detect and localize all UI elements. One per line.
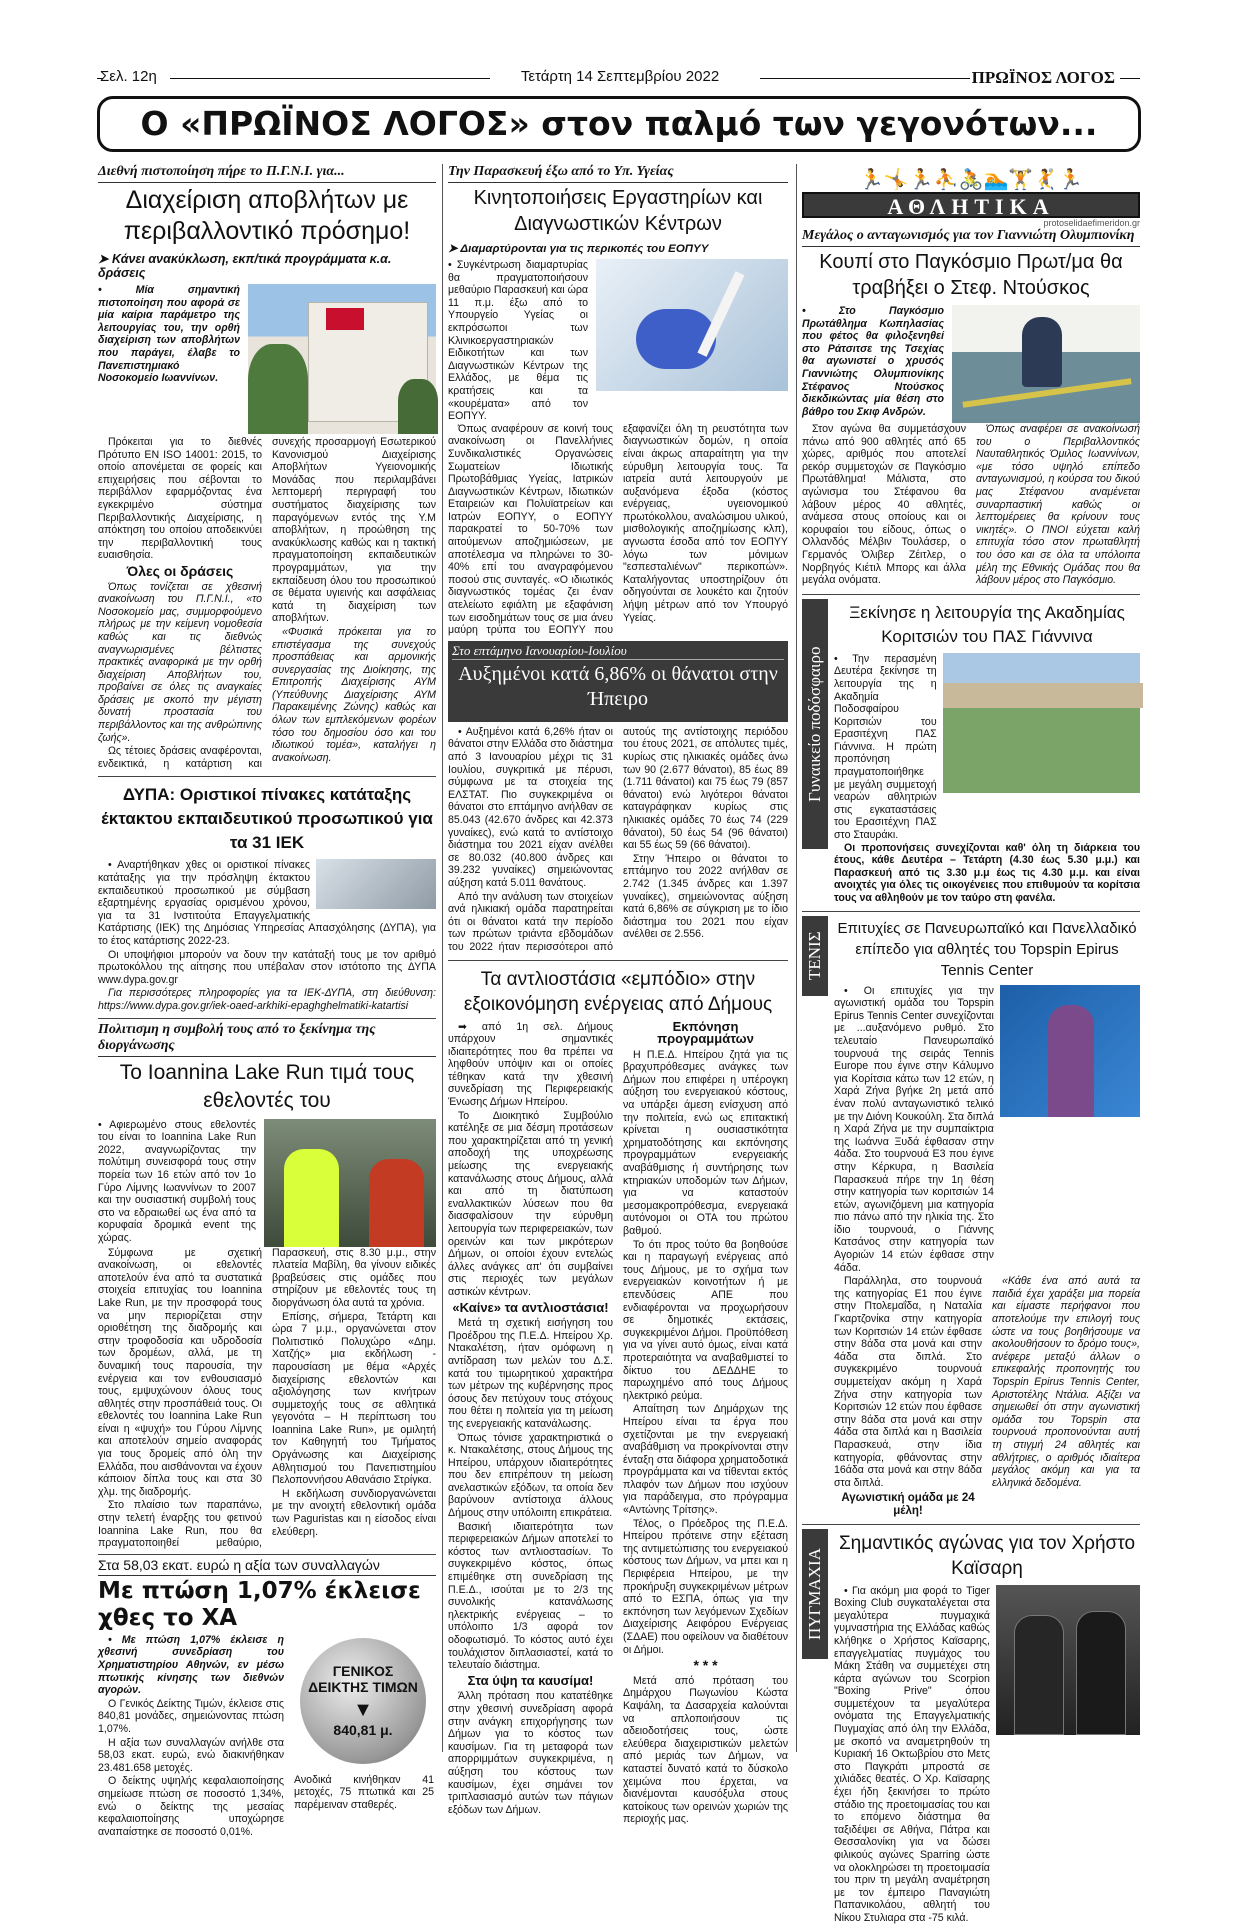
article-stock-exchange bbox=[98, 1554, 436, 1839]
article-body: Όπως αναφέρουν σε κοινή τους ανακοίνωση οι Πανελλήνιες Συνδικαλιστικές Οργανώσεις Σωματείων Ιδιωτικής Πρωτοβάθμιας Υγείας, Ιατρικών Διαγνωστικών Κέντρων, Ιδιωτικών Εταιρειών και Πολυϊατρείων και Ιατρών ΕΟΠΥΥ, ο ΕΟΠΥΥ παρακρατεί το 50-70% των αιτούμενων αποζημιώσεων, με αποτέλεσμα να πληρώνει το 30-40% επί του αναγραφόμενου ποσού στις συνταγές. «Ο ιδιωτικός διαγνωστικός τομέας ζει έναν ατελείωτο εφιάλτη με εξαφάνιση των εισοδημάτων τους σε μια άνευ μαύρη τρύπα του ΕΟΠΥΥ που εξαφανίζει όλη τη ρευστότητα των διαγνωστικών δομών, η οποία είναι άκρως απαραίτητη για την εύρυθμη λειτουργία τους. Τα ιατρεία αυτά λειτουργούν με αυξανόμενα έξοδα (κόστος ενέργειας, υγειονομικού πρωτόκολλου, αναλώσιμου υλικού, μισθολογικής αποζημίωσης κλπ), αγνωστα έσοδα από τον ΕΟΠΥΥ λόγω των μόνιμων "εσπεσταλιένων" περικοπών». Καταλήγοντας υποστηρίζουν ότι οδηγούνται σε λουκέτο και ζητούν λήψη μέτρων από τον Υπουργό Υγείας. bbox=[448, 422, 788, 637]
article-deaths-epirus bbox=[448, 641, 788, 954]
headline: ΔΥΠΑ: Οριστικοί πίνακες κατάταξης έκτακτου εκπαιδευτικού προσωπικού για τα 31 ΙΕΚ bbox=[101, 785, 433, 853]
headline: Επιτυχίες σε Πανευρωπαϊκό και Πανελλαδικό επίπεδο για αθλητές του Topspin Epirus Tennis Center bbox=[837, 919, 1137, 979]
article-body: Οι προπονήσεις συνεχίζονται καθ' όλη τη διάρκεια του έτους, κάθε Δευτέρα – Τετάρτη (4.30 έως 5.30 μ.μ.) και Παρασκευή από τις 3.30 μ.μ έως τις 4.30 μ.μ. και είναι ανοιχτές για όλες τις οικογένειες που επιθυμούν τα κορίτσια τους να αθληθούν με τον ταύρο στη φανέλα. bbox=[834, 841, 1140, 904]
article-body: • Αυξημένοι κατά 6,26% ήταν οι θάνατοι στην Ελλάδα στο διάστημα από 3 Ιανουαρίου μέχρι τις 31 Ιουλίου, συγκριτικά με πέρυσι, σύμφωνα με τα στοιχεία της ΕΛΣΤΑΤ. Πιο συγκεκριμένα οι θάνατοι στο επτάμηνο ανήλθαν σε 85.043 (42.670 άνδρες και 42.373 γυναίκες), ενώ κατά το αντίστοιχο διάστημα του 2021 είχαν ανέλθει σε 80.032 (40.800 άνδρες και 39.232 γυναίκες) σημειώνοντας αύξηση κατά 5.011 θανάτους. Από την ανάλυση των στοιχείων ανά ηλικιακή ομάδα παρατηρείται ότι οι θάνατοι κατά την περίοδο των πρώτων τριάντα εβδομάδων του 2022 ήταν περισσότεροι από αυτούς της αντίστοιχης περιόδου του έτους 2021, σε απόλυτες τιμές, κυρίως στις ηλικιακές ομάδες άνω των 90 (2.677 θάνατοι), 85 έως 89 (1.711 θάνατοι) και 75 έως 79 (857 θάνατοι) ενώ λιγότεροι θάνατοι καταγράφηκαν κυρίως στις ηλικιακές ομάδες 70 έως 74 (229 θάνατοι), 50 έως 54 (96 θάνατοι) και 55 έως 59 (66 θάνατοι). Στην Ήπειρο οι θάνατοι το επτάμηνο του 2022 ανήλθαν σε 2.742 (1.345 άνδρες και 1.397 γυναίκες), σημειώνοντας αύξηση κατά 6,86% σε σύγκριση με το ίδιο διάστημα του 2021 που είχαν ανέλθει σε 2.556. bbox=[448, 725, 788, 953]
header-rule bbox=[760, 78, 970, 79]
athletes-silhouettes-icon: 🏃🤸🏃⛹🚴🏊🏋🤾🏃 bbox=[858, 169, 1084, 191]
headline: Σημαντικός αγώνας για τον Χρήστο Καϊσαρη bbox=[838, 1532, 1136, 1579]
sports-section-banner: ΑΘΛΗΤΙΚΑ bbox=[802, 192, 1140, 218]
headline: Αυξημένοι κατά 6,86% οι θάνατοι στην Ήπειρο bbox=[458, 662, 778, 710]
column-right bbox=[802, 164, 1140, 1924]
lead-paragraph: • Μία σημαντική πιστοποίηση που αφορά σε μία καίρια παράμετρο της λειτουργίας του, την ορθή διαχείριση των αποβλήτων που παράγει, έλαβε το Πανεπιστημιακό Νοσοκομείο Ιωαννίνων. bbox=[98, 284, 240, 385]
lab-photo bbox=[596, 259, 788, 391]
subheadline: ➤ Διαμαρτύρονται για τις περικοπές του ΕΟΠΥΥ bbox=[448, 243, 709, 255]
headline: Τα αντλιοστάσια «εμπόδιο» στην εξοικονόμηση ενέργειας από Δήμους bbox=[463, 968, 773, 1015]
subheadline: ➤ Κάνει ανακύκλωση, εκπ/τικά προγράμματα κ.α. δράσεις bbox=[98, 252, 392, 280]
newspaper-name: ΠΡΩΪΝΟΣ ΛΟΓΟΣ bbox=[971, 68, 1115, 87]
kicker: Μεγάλος ο ανταγωνισμός για τον Γιαννιώτη Ολυμπιονίκη bbox=[802, 228, 1140, 247]
kicker: Στα 58,03 εκατ. ευρώ η αξία των συναλλαγών bbox=[98, 1557, 436, 1576]
lead-paragraph: • Την περασμένη Δευτέρα ξεκίνησε τη λειτουργία της η Ακαδημία Ποδοσφαίρου Κοριτσιών του Ερασιτέχνη ΠΑΣ Γιάννινα. Η πρώτη προπόνηση πραγματοποιήθηκε με μεγάλη συμμετοχή νεαρών αθλητριών στις εγκαταστάσεις του Ερασιτέχνη ΠΑΣ στο Σταυράκι. bbox=[834, 652, 937, 842]
article-rowing bbox=[802, 228, 1140, 588]
article-body: Σύμφωνα με σχετική ανακοίνωση, οι εθελοντές αποτελούν ένα από τα συστατικά στοιχεία επιτυχίας του Ioannina Lake Run, με την προσφορά τους να μην περιορίζεται στην οριοθέτηση της διαδρομής και στην τροφοδοσία και υδροδοσία των δρομέων, αλλά, με τη δυναμική τους παρουσία, την ενέργεια και τον ενθουσιασμό τους, εμψυχώνουν όλους τους αθλητές στην προσπάθειά τους. Οι εθελοντές του Ioannina Lake Run είναι η «ψυχή» του Γύρου Λίμνης και αποτελούν σημείο αναφοράς για τους δρομείς από όλη την Ελλάδα, που αισθάνονται να έχουν κάποιον δίπλα τους και στα 30 χλμ. της διαδρομής. Στο πλαίσιο των παραπάνω, στην τελετή έναρξης του φετινού Ioannina Lake Run, που θα πραγματοποιηθεί μεθαύριο, Παρασκευή, στις 8.30 μ.μ., στην πλατεία Μαβίλη, θα γίνουν ειδικές βραβεύσεις στις ομάδες που στηρίζουν με εθελοντές τους τη διοργάνωση όλα αυτά τα χρόνια. Επίσης, σήμερα, Τετάρτη και ώρα 7 μ.μ., οργανώνεται στον Πολιτιστικό Πολυχώρο «Δημ. Χατζής» μια εκδήλωση - παρουσίαση με θέμα «Αρχές διαχείρισης εθελοντών και αξιολόγησης των κινήτρων συμμετοχής τους σε αθλητικά γεγονότα – Η περίπτωση του Ioannina Lake Run», με ομιλητή τον Καθηγητή του Τμήματος Οργάνωσης και Διαχείρισης Αθλητισμού του Πανεπιστημίου Πελοποννήσου Αθανάσιο Στρίγκα. Η εκδήλωση συνδιοργανώνεται με την ανοιχτή εθελοντική ομάδα των Paguristas και η είσοδος είναι ελεύθερη. bbox=[98, 1246, 436, 1550]
hospital-photo bbox=[248, 284, 436, 434]
headline-box bbox=[448, 641, 788, 722]
rower-photo bbox=[952, 305, 1140, 423]
table-photo bbox=[316, 859, 436, 909]
runners-photo bbox=[264, 1119, 436, 1247]
kicker: Διεθνή πιστοποίηση πήρε το Π.Γ.Ν.Ι. για... bbox=[98, 164, 436, 183]
section-label: Γυναικείο ποδόσφαιρο bbox=[802, 599, 828, 849]
article-body: Πρόκειται για το διεθνές Πρότυπο EN ISO 14001: 2015, το οποίο απονέμεται σε φορείς και επιχειρήσεις που σέβονται το περιβάλλον εφαρμόζοντας ένα εγκεκριμένο σύστημα Περιβαλλοντικής Διαχείρισης, η απόκτηση του οποίου αποδεικνύει την περιβαλλοντική τους ευαισθησία. Όλες οι δράσεις Όπως τονίζεται σε χθεσινή ανακοίνωση του Π.Γ.Ν.Ι., «το Νοσοκομείο μας, συμμορφούμενο πλήρως με την κείμενη νομοθεσία καθώς και τις διεθνώς αναγνωρισμένες βέλτιστες πρακτικές αναφορικά με την ορθή διαχείριση Αποβλήτων του, προβαίνει σε όλες τις αναγκαίες δράσεις με σκοπό την μέγιστη δυνατή προστασία του περιβάλλοντος και της ανθρώπινης ζωής». Ως τέτοιες δράσεις αναφέρονται, ενδεικτικά, η κατάρτιση και συνεχής προσαρμογή Εσωτερικού Κανονισμού Διαχείρισης Αποβλήτων Υγειονομικής Μονάδας που περιλαμβάνει λεπτομερή περιγραφή του συστήματος διαχείρισης των παραγόμενων εντός της Υ.Μ αποβλήτων, η προώθηση της ανακύκλωσης καθώς και η τακτική πραγματοποίηση εκπαιδευτικών προγραμμάτων, για την εκπαίδευση όλου του προσωπικού σε θέματα υγιεινής και ασφάλειας κατά τη διαχείριση των αποβλήτων. «Φυσικά πρόκειται για το επιστέγασμα της συνεχούς προσπάθειας και αρμονικής συνεργασίας της Διοίκησης, της Επιτροπής Διαχείρισης ΑΥΜ (Υπεύθυνης Διαχείρισης ΑΥΜ Παρακειμένης Ζώνης) καθώς και όλων των εμπλεκόμενων φορέων τόσο του δημοσίου όσο και του ιδιωτικού τομέα», καταλήγει η ανακοίνωση. bbox=[98, 436, 436, 770]
article-body: • Με πτώση 1,07% έκλεισε η χθεσινή συνεδρίαση του Χρηματιστηρίου Αθηνών, εν μέσω πτωτικής κίνησης των διεθνών αγορών. Ο Γενικός Δείκτης Τιμών, έκλεισε στις 840,81 μονάδες, σημειώνοντας πτώση 1,07%. Η αξία των συναλλαγών ανήλθε στα 58,03 εκατ. ευρώ, ενώ διακινήθηκαν 23.481.658 μετοχές. Ο δείκτης υψηλής κεφαλαιοποίησης σημείωσε πτώση σε ποσοστό 1,34%, ενώ ο δείκτης της μεσαίας κεφαλαιοποίησης υποχώρησε αναπαίστηκε σε ποσοστό 0,01%. bbox=[98, 1633, 284, 1838]
article-body: • Για ακόμη μια φορά το Tiger Boxing Club συγκαταλέγεται στα μεγαλύτερα πυγμαχικά γυμναστήρια της Ελλάδας καθώς κλήθηκε ο Χρήστος Καϊσαρης, επαγγελματίας πυγμάχος του Μάκη Στάθη να συμμετέχει στη κάρτα αγώνων του Scorpion "Boxing Prive" όπου συμμετέχουν τα μεγαλύτερα ονόματα της Επαγγελματικής Πυγμαχίας από όλη την Ελλάδα, με σκοπό να αναμετρηθούν τη Κυριακή 16 Οκτωβρίου στο Μετς στο Παγκράτι μπροστά σε χιλιάδες θεατές. Ο Χρ. Καϊσαρης έχει ήδη ξεκινήσει το πρώτο στάδιο της προετοιμασίας του και το επόμενο διάστημα θα ταξιδέψει σε Αθήνα, Πάτρα και Θεσσαλονίκη για να δώσει φιλικούς αγώνες Sparring ώστε να ολοκληρώσει τη προετοιμασία του πριν τη μεγάλη αναμέτρηση με τον έμπειρο Παναγιώτη Παπανικολάου, αθλητή του Νίκου Στυλιαρα στα -75 κιλά. bbox=[834, 1584, 990, 1924]
article-pumping-stations bbox=[448, 960, 788, 1826]
article-labs-protest bbox=[448, 164, 788, 637]
headline: Κινητοποιήσεις Εργαστηρίων και Διαγνωστικών Κέντρων bbox=[473, 187, 763, 235]
section-label: ΠΥΓΜΑΧΙΑ bbox=[802, 1529, 828, 1659]
header-rule-right bbox=[1120, 78, 1140, 79]
football-practice-photo bbox=[943, 653, 1140, 793]
source-site: protoselidaefimeridon.gr bbox=[1043, 218, 1140, 228]
column-left bbox=[98, 164, 436, 1838]
headline: Κουπί στο Παγκόσμιο Πρωτ/μα θα τραβήξει ο Στεφ. Ντούσκος bbox=[819, 251, 1123, 299]
triangle-down-icon: ▼ bbox=[353, 1699, 373, 1722]
page-banner: Ο «ΠΡΩΪΝΟΣ ΛΟΓΟΣ» στον παλμό των γεγονότων... bbox=[97, 96, 1141, 152]
article-body: Στον αγώνα θα συμμετάσχουν πάνω από 900 αθλητές από 65 χώρες, αριθμός που αποτελεί ρεκόρ συμμετοχών σε Παγκόσμιο Πρωτάθλημα! Μάλιστα, στο αγώνισμα του Στέφανου θα λάβουν μέρος 40 αθλητές, ανάμεσα στους οποίους και οι κορυφαίοι του είδους, όπως ο Ολλανδός Μέλβιν Τουλάσερ, ο Γερμανός Όλιβερ Ζέιτλερ, ο Νορβηγός Κιέτιλ Μπορς και άλλα μεγάλα ονόματα. Όπως αναφέρει σε ανακοίνωσή του ο Περιβαλλοντικός Ναυταθλητικός Όμιλος Ιωαννίνων, «με τόσο υψηλό επίπεδο ανταγωνισμού, η κούρσα του δικού μας Στέφανου αναμένεται συναρπαστική καθώς οι λεπτομέρειες θα κρίνουν τους νικητές». Ο ΠΝΟΙ εύχεται καλή επιτυχία τόσο στον πρωταθλητή του όσο και σε όλα τα υπόλοιπα μέλη της Εθνικής Ομάδας που θα λάβουν μέρος στο Παγκόσμιο. bbox=[802, 423, 1140, 587]
article-body: Παράλληλα, στο τουρνουά της κατηγορίας Ε1 που έγινε στην Πτολεμαΐδα, η Ναταλία Γκαρτζονίκα στην κατηγορία των Κοριτσιών 14 ετών έφθασε στην 8άδα στα μονά και στην 4άδα στα διπλά. Στο συγκεκριμένο τουρνουά συμμετείχαν ακόμη η Χαρά Ζήνα στην κατηγορία των Κοριτσιών 12 ετών που έφθασε στην 8άδα στα μονά και στην 4άδα στα διπλά και η Βασιλεία Παρασκευά, στην ίδια κατηγορία, φθάνοντας στην 16άδα στα μονά και στην 8άδα στα διπλά. Αγωνιστική ομάδα με 24 μέλη! «Κάθε ένα από αυτά τα παιδιά έχει χαράξει μια πορεία και είμαστε περήφανοι που αποτελούμε την επιλογή τους ώστε να τους βοηθήσουμε να ακολουθήσουν το δρόμο τους», ανέφερε μεταξύ άλλων ο επικεφαλής προπονητής του Topspin Epirus Tennis Center, Αριστοτέλης Ντάλια. Αξίζει να σημειωθεί ότι στην αγωνιστική ομάδα του Topspin στα τουρνουά προπονούνται αυτή τη στιγμή 24 αθλητές και αθλήτριες, ο αριθμός ιδιαίτερα μεγάλος ακόμη και για τα ελληνικά δεδομένα. bbox=[834, 1275, 1140, 1517]
headline: Με πτώση 1,07% έκλεισε χθες το ΧΑ bbox=[98, 1577, 421, 1631]
lead-paragraph: • Οι επιτυχίες για την αγωνιστική ομάδα του Topspin Epirus Tennis Center συνεχίζονται με ...αυξανόμενο ρυθμό. Στο τελευταίο Πανευρωπαϊκό τουρνουά της σειράς Tennis Europe που έγινε στην Κάλυμνο για Κορίτσια κάτω των 12 ετών, η Χαρά Ζήνα βγήκε 2η μετά από έναν πολύ ανταγωνιστικό τελικό με την Διόνη Κουκούλη. Στα διπλά η Χαρά Ζήνα με την συμπαίκτρια της Ιωάννα Ξυδά έφθασαν στην 4άδα. Στο τουρνουά Ε3 που έγινε στην Κέρκυρα, η Βασιλεία Παρασκευά πήρε την 1η θέση στην κατηγορία των κοριτσιών 14 ετών, αγωνιζόμενη μια κατηγορία πιο πάνω από την ηλικία της. Στο ίδιο τουρνουά, ο Γιάννης Κατσάνος στην κατηγορία των Αγοριών 14 ετών έφθασε στην 4άδα. bbox=[834, 984, 994, 1274]
closing-note: Ανοδικά κινήθηκαν 41 μετοχές, 75 πτωτικά και 25 παρέμειναν σταθερές. bbox=[294, 1773, 434, 1811]
article-boxing bbox=[802, 1524, 1140, 1926]
stock-index-gauge: ΓΕΝΙΚΟΣ ΔΕΙΚΤΗΣ ΤΙΜΩΝ ▼ 840,81 μ. bbox=[300, 1638, 426, 1764]
tennis-player-photo bbox=[1000, 985, 1140, 1117]
lead-paragraph: • Συγκέντρωση διαμαρτυρίας θα πραγματοποιήσουν μεθαύριο Παρασκευή και ώρα 11 π.μ. έξω από το Υπουργείο Υγείας οι εκπρόσωποι των Κλινικοεργαστηριακών Ειδικοτήτων και των Διαγνωστικών Κέντρων της Ελλάδος, με θέμα τις κρατήσεις και τα «κουρέματα» από τον ΕΟΠΥΥ. bbox=[448, 259, 588, 423]
headline: Διαχείριση αποβλήτων με περιβαλλοντικό πρόσημο! bbox=[123, 186, 411, 245]
column-divider bbox=[796, 164, 797, 1752]
boxers-photo bbox=[996, 1585, 1140, 1735]
article-lake-run bbox=[98, 1018, 436, 1550]
article-hospital-waste bbox=[98, 164, 436, 770]
headline: Ξεκίνησε η λειτουργία της Ακαδημίας Κοριτσιών του ΠΑΣ Γιάννινα bbox=[849, 602, 1125, 646]
article-girls-football bbox=[802, 594, 1140, 905]
column-middle bbox=[448, 164, 788, 1826]
kicker: Πολιτισμη η συμβολή τους από το ξεκίνημα της διοργάνωσης bbox=[98, 1022, 436, 1057]
lead-paragraph: • Αφιερωμένο στους εθελοντές του είναι το Ioannina Lake Run 2022, αναγνωρίζοντας την πολύτιμη συνεισφορά τους στην πορεία των 16 ετών από τον 1ο Γύρο Λίμνης Ιωαννίνων το 2007 και την ουσιαστική συμβολή τους στο να εδραιωθεί ως ένα από τα κορυφαία δρομικά event της χώρας. bbox=[98, 1118, 256, 1244]
article-tennis bbox=[802, 911, 1140, 1518]
article-body: • Αναρτήθηκαν χθες οι οριστικοί πίνακες κατάταξης για την πρόσληψη έκτακτου εκπαιδευτικού προσωπικού με σύμβαση εξαρτημένης εργασίας ορισμένου χρόνου, για τα 31 Ινστιτούτα Επαγγελματικής Κατάρτισης (ΙΕΚ) της Δημόσιας Υπηρεσίας Απασχόλησης (ΔΥΠΑ), για το έτος κατάρτισης 2022-23. Οι υποψήφιοι μπορούν να δουν την κατάταξή τους με τον αριθμό πρωτοκόλλου της αίτησης που υπέβαλαν στον ιστότοπο της ΔΥΠΑ www.dypa.gov.gr Για περισσότερες πληροφορίες για τα ΙΕΚ-ΔΥΠΑ, στη διεύθυνση: https://www.dypa.gov.gr/iek-oaed-arkhiki-epaghghelmatiki-katartisi bbox=[98, 859, 436, 1012]
kicker: Στο επτάμηνο Ιανουαρίου-Ιουλίου bbox=[452, 643, 784, 660]
kicker: Την Παρασκευή έξω από το Υπ. Υγείας bbox=[448, 164, 788, 183]
section-label: ΤΕΝΙΣ bbox=[802, 916, 828, 996]
lead-paragraph: • Στο Παγκόσμιο Πρωτάθλημα Κωπηλασίας που φέτος θα φιλοξενηθεί στο Ράτσιτσε της Τσεχίας θα αγωνιστεί ο χρυσός Γιαννιώτης Ολυμπιονίκης Στέφανος Ντούσκος διεκδικώντας μία θέση στο βάθρο του Σκιφ Ανδρών. bbox=[802, 305, 944, 418]
article-body: ➡ από 1η σελ. Δήμους υπάρχουν σημαντικές ιδιαιτερότητες που θα πρέπει να ληφθούν υπόψιν και οι οποίες τέθηκαν κατά την χθεσινή συνεδρίαση της Περιφερειακής Ένωσης Δήμων Ηπείρου. Το Διοικητικό Συμβούλιο κατέληξε σε μια δέσμη προτάσεων που χαρακτηρίζεται από τη γενική αποδοχή της υποχρέωσης μείωσης της ενεργειακής κατανάλωσης στους Δήμους, αλλά και από τη διατύπωση εναλλακτικών λύσεων που θα διασφαλίσουν την εύρυθμη λειτουργία των περιφερειακών, των ορεινών και των μικρότερων Δήμων, οι οποίοι έχουν εντελώς άλλες ανάγκες απ' ότι συμβαίνει στις περιοχές των μεγάλων αστικών κέντρων. «Καίνε» τα αντλιοστάσια! Μετά τη σχετική εισήγηση του Προέδρου της Π.Ε.Δ. Ηπείρου Χρ. Ντακαλέτση, ήταν ομόφωνη η αντίδραση των μελών του Δ.Σ. κατά του τιμωρητικού χαρακτήρα των μέτρων της κυβέρνησης προς όσους δεν πετύχουν τους στόχους που θέτει η πολιτεία για τη μείωση της ενεργειακής κατανάλωσης. Όπως τόνισε χαρακτηριστικά ο κ. Ντακαλέτσης, στους Δήμους της Ηπείρου, υπάρχουν ιδιαιτερότητες που δεν επιτρέπουν τη μείωση ανελαστικών εξόδων, τα οποία δεν βαρύνουν αντίστοιχα άλλους Δήμους στην υπόλοιπη επικράτεια. Βασική ιδιαιτερότητα των περιφερειακών Δήμων αποτελεί το κόστος των αντλιοστασίων. Το συγκεκριμένο κόστος, όπως επιμέθηκε στη συνεδρίαση της Π.Ε.Δ., ισούται με το 2/3 της συνολικής κατανάλωσης ηλεκτρικής ενέργειας – το υπόλοιπο 1/3 αφορά τον οδοφωτισμό. Το κόστος αυτό έχει τουλάχιστον διπλασιαστεί, κατά το τελευταίο διάστημα. Στα ύψη τα καυσίμα! Άλλη πρόταση που κατατέθηκε στην χθεσινή συνεδρίαση αφορά στην ανάγκη επιχορήγησης των Δήμων για το κόστος των καυσίμων. Για τη μεταφορά των απορριμμάτων συγκεκριμένα, η αύξηση του κόστους των καυσίμων, έχει σημάνει τον τριπλασιασμό αυτών των πάγιων εξόδων των Δήμων. Εκπόνηση προγραμμάτων Η Π.Ε.Δ. Ηπείρου ζητά για τις βραχυπρόθεσμες ανάγκες των Δήμων που επιφέρει η υπέρογκη αύξηση του ενεργειακού κόστους, να υπάρξει άμεση ενίσχυση από την πολιτεία, ενώ ως επιτακτική κρίνεται η ουσιαστικότητα χρηματοδότησης και εκπόνησης προγραμμάτων ενεργειακής αναβάθμισης ή συντήρησης των κτηριακών υποδομών των Δήμων, για να καταστούν μεσομακροπρόθεσμα, ενεργειακά αυτόνομοι οι ΟΤΑ του πρώτου βαθμού. Το ότι προς τούτο θα βοηθούσε και η παραγωγή ενέργειας από τους Δήμους, με το σχήμα των ενεργειακών κοινοτήτων ή με επενδύσεις ΑΠΕ που ενδιαφέρονται να προχωρήσουν σε δημοτικές εκτάσεις, συγκεκριμένοι Δήμοι. Προϋπόθεση για να γίνει αυτό όμως, είναι κατά προτεραιότητα να αναβαθμιστεί το δίκτυο του ΔΕΔΔΗΕ το παρωχημένο από τους Δήμους ηλεκτρικό ρεύμα. Απαίτηση των Δημάρχων της Ηπείρου είναι τα έργα που σχετίζονται με την ενεργειακή αναβάθμιση να προκρίνονται στην ένταξη στα διάφορα χρηματοδοτικά προγράμματα και να τίθενται εκτός πλαφόν των Δήμων που ισχύουν για παράδειγμα, στο πρόγραμμα «Αντώνης Τρίτσης». Τέλος, ο Πρόεδρος της Π.Ε.Δ. Ηπείρου πρότεινε στην εξέταση της αντιμετώπισης του ενεργειακού κόστους των Δήμων, να μπει και η Περιφέρεια Ηπείρου, με την προκήρυξη συγκεκριμένων μέτρων από το ΕΣΠΑ, όπως για την εκπόνηση των λεγόμενων Σχεδίων Διαχείρισης Αειφόρου Ενέργειας (ΣΔΑΕ) που οφείλουν να διαθέτουν οι Δήμοι. * * * Μετά από πρόταση του Δημάρχου Πωγωνίου Κώστα Καψάλη, τα Δασαρχεία καλούνται να απλοποιήσουν τις αδειοδοτήσεις τους, ώστε ελεύθερα διαχειριστικών μελετών από μεριάς των Δήμων, να καταστεί δυνατό κατά το δύσκολο χειμώνα που έρχεται, να διανέμονται καυσόξυλα στους κατοίκους των ορεινών χωριών της περιοχής μας. bbox=[448, 1018, 788, 1826]
issue-date: Τετάρτη 14 Σεπτεμβρίου 2022 bbox=[520, 68, 720, 85]
column-divider bbox=[442, 164, 443, 1752]
article-dypa bbox=[98, 776, 436, 1012]
page-number: Σελ. 12η bbox=[100, 68, 157, 85]
headline: Το Ioannina Lake Run τιμά τους εθελοντές του bbox=[119, 1060, 415, 1112]
